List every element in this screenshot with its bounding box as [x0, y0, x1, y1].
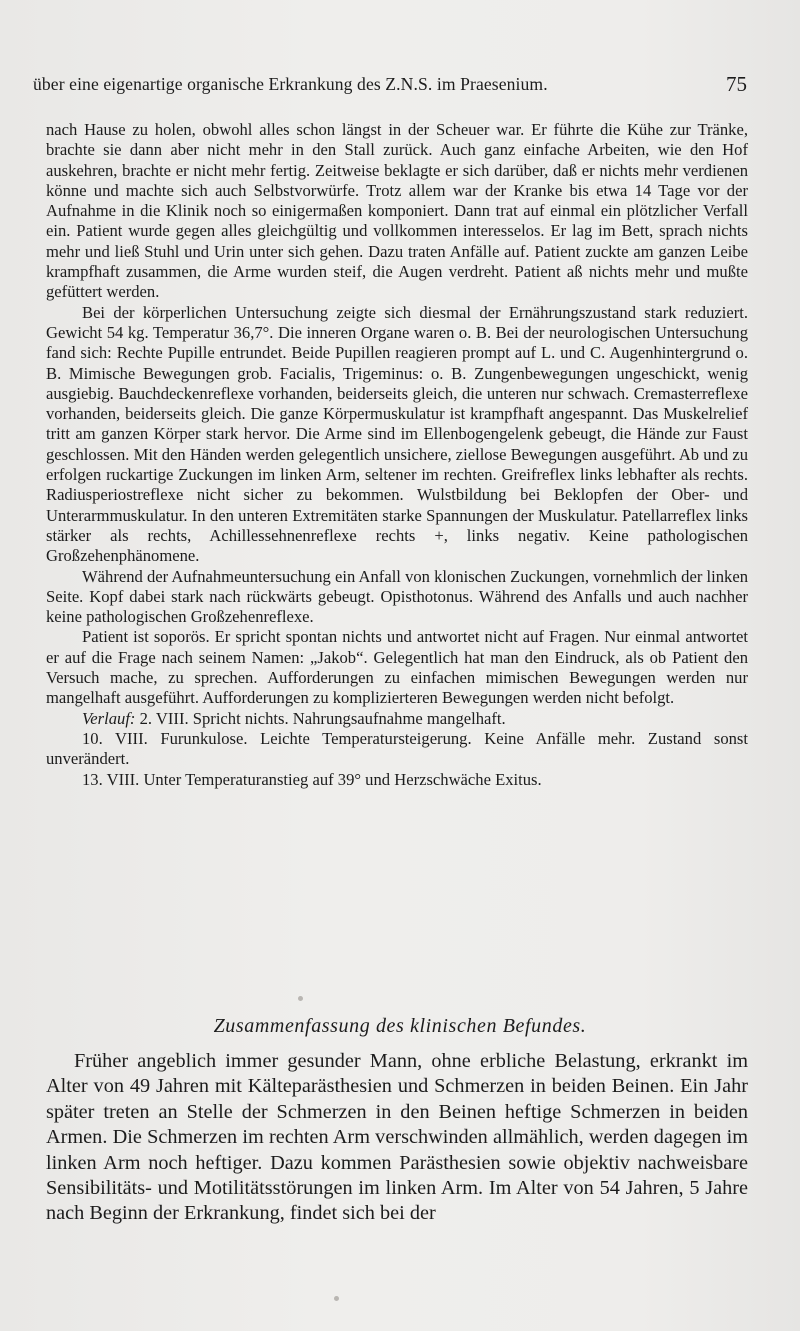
page-header — [33, 72, 747, 100]
page-number: 75 — [726, 72, 747, 96]
case-report-text — [46, 120, 748, 790]
verlauf-entry-2: 10. VIII. Furunkulose. Leichte Temperatursteigerung. Keine Anfälle mehr. Zustand sonst unverändert. — [46, 728, 748, 769]
paragraph-mental-state: Patient ist soporös. Er spricht spontan nichts und antwortet nicht auf Fragen. Nur einmal antwortet er auf die Frage nach seinem Namen: „Jakob“. Gelegentlich hat man den Eindruck, als ob Patient den Versuch mache, zu sprechen. Aufforderungen zu einfachen mimischen Bewegungen werden nur mangelhaft ausgeführt. Aufforderungen zu komplizierteren Bewegungen werden nicht befolgt. — [46, 627, 748, 708]
paper-speck — [334, 1296, 339, 1301]
paragraph-verlauf — [46, 709, 748, 729]
running-title: über eine eigenartige organische Erkrankung des Z.N.S. im Praesenium. — [33, 74, 548, 94]
paragraph-continuation: nach Hause zu holen, obwohl alles schon längst in der Scheuer war. Er führte die Kühe zur Tränke, brachte sie dann aber nicht mehr in den Stall zurück. Auch ganz einfache Arbeiten, wie den Hof auskehren, brachte er nicht mehr fertig. Zeitweise beklagte er sich darüber, daß er nichts mehr verdienen könne und machte sich auch Selbstvorwürfe. Trotz allem war der Kranke bis etwa 14 Tage vor der Aufnahme in die Klinik noch so einigermaßen komponiert. Dann trat auf einmal ein plötzlicher Verfall ein. Patient wurde gegen alles gleichgültig und vollkommen interesselos. Er lag im Bett, sprach nichts mehr und ließ Stuhl und Urin unter sich gehen. Dazu traten Anfälle auf. Patient zuckte am ganzen Leibe krampfhaft zusammen, die Arme wurden steif, die Augen verdreht. Patient aß nichts mehr und mußte gefüttert werden. — [46, 120, 748, 302]
paragraph-physical-exam: Bei der körperlichen Untersuchung zeigte sich diesmal der Ernährungszustand stark reduziert. Gewicht 54 kg. Temperatur 36,7°. Die inneren Organe waren o. B. Bei der neurologischen Untersuchung fand sich: Rechte Pupille entrundet. Beide Pupillen reagieren prompt auf L. und C. Augenhintergrund o. B. Mimische Bewegungen grob. Facialis, Trigeminus: o. B. Zungenbewegungen ungeschickt, wenig ausgiebig. Bauchdeckenreflexe vorhanden, beiderseits gleich, die unteren nur schwach. Cremasterreflexe vorhanden, beiderseits gleich. Die ganze Körpermuskulatur ist krampfhaft angespannt. Das Muskelrelief tritt am ganzen Körper stark hervor. Die Arme sind im Ellenbogengelenk gebeugt, die Hände zur Faust geschlossen. Mit den Händen werden gelegentlich unsichere, ziellose Bewegungen ausgeführt. Ab und zu erfolgen ruckartige Zuckungen im linken Arm, seltener im rechten. Greifreflex links lebhafter als rechts. Radiusperiostreflexe nicht sicher zu bekommen. Wulstbildung bei Beklopfen der Ober- und Unterarmmuskulatur. In den unteren Extremitäten starke Spannungen der Muskulatur. Patellarreflex links stärker als rechts, Achillessehnenreflexe rechts +, links negativ. Keine pathologischen Großzehenphänomene. — [46, 302, 748, 566]
summary-paragraph: Früher angeblich immer gesunder Mann, ohne erbliche Belastung, erkrankt im Alter von 49 Jahren mit Kälteparästhesien und Schmerzen in beiden Beinen. Ein Jahr später treten an Stelle der Schmerzen in den Beinen heftige Schmerzen in beiden Armen. Die Schmerzen im rechten Arm verschwinden allmählich, werden dagegen im linken Arm noch heftiger. Dazu kommen Parästhesien sowie objektiv nachweisbare Sensibilitäts- und Motilitätsstörungen im linken Arm. Im Alter von 54 Jahren, 5 Jahre nach Beginn der Erkrankung, findet sich bei der — [46, 1050, 748, 1225]
paragraph-seizure: Während der Aufnahmeuntersuchung ein Anfall von klonischen Zuckungen, vornehmlich der linken Seite. Kopf dabei stark nach rückwärts gebeugt. Opisthotonus. Während des Anfalls und auch nachher keine pathologischen Großzehenreflexe. — [46, 566, 748, 627]
section-heading: Zusammenfassung des klinischen Befundes. — [213, 1015, 587, 1037]
verlauf-entry-1: 2. VIII. Spricht nichts. Nahrungsaufnahme mangelhaft. — [135, 708, 506, 728]
paper-speck — [298, 996, 303, 1001]
verlauf-label: Verlauf: — [82, 708, 136, 728]
summary-text — [46, 1049, 748, 1227]
verlauf-entry-3: 13. VIII. Unter Temperaturanstieg auf 39° und Herzschwäche Exitus. — [82, 769, 542, 789]
